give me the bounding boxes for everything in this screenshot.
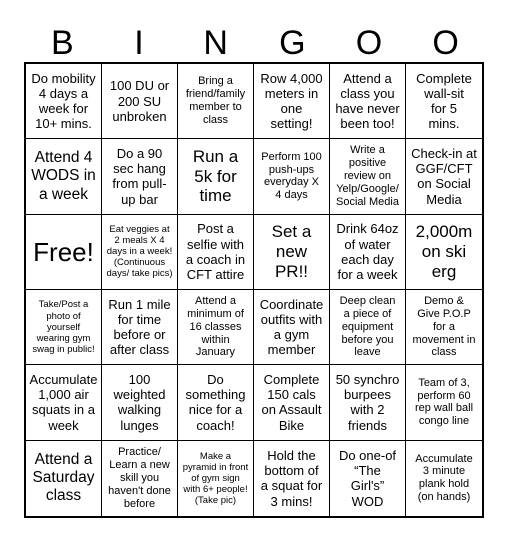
bingo-cell[interactable] bbox=[254, 139, 330, 214]
header-letter-n: N bbox=[203, 24, 228, 62]
header-letter-o-2: O bbox=[432, 24, 459, 62]
bingo-cell[interactable] bbox=[26, 365, 102, 440]
bingo-cell[interactable] bbox=[102, 64, 178, 139]
bingo-cell[interactable] bbox=[178, 64, 254, 139]
bingo-cell[interactable] bbox=[26, 64, 102, 139]
cell-text: Accumulate 3 minute plank hold (on hands) bbox=[415, 452, 473, 504]
bingo-cell[interactable] bbox=[330, 64, 406, 139]
bingo-cell[interactable] bbox=[254, 64, 330, 139]
bingo-cell[interactable] bbox=[178, 215, 254, 290]
cell-text: Perform 100 push-ups everyday X 4 days bbox=[261, 150, 322, 202]
header-letter-o: O bbox=[355, 24, 383, 62]
bingo-cell[interactable] bbox=[406, 290, 482, 365]
cell-text: Run a 5k for time bbox=[192, 146, 239, 206]
cell-text: Bring a friend/family member to class bbox=[185, 75, 246, 127]
bingo-cell[interactable] bbox=[330, 290, 406, 365]
cell-text: Attend 4 WODS in a week bbox=[31, 149, 96, 203]
cell-text: Coordinate outfits with a gym member bbox=[259, 296, 324, 358]
cell-text: Attend a minimum of 16 classes within January bbox=[187, 295, 244, 359]
bingo-cell[interactable] bbox=[406, 215, 482, 290]
cell-text: 100 weighted walking lunges bbox=[113, 372, 166, 433]
cell-text: Do one-of “The Girl's” WOD bbox=[338, 447, 397, 509]
bingo-header bbox=[24, 24, 484, 62]
cell-text: Drink 64oz of water each day for a week bbox=[336, 221, 399, 283]
bingo-cell[interactable] bbox=[406, 365, 482, 440]
cell-text: Eat veggies at 2 meals X 4 days in a week! (Continuous days/ take pics) bbox=[106, 224, 173, 280]
bingo-cell[interactable] bbox=[178, 441, 254, 516]
cell-text: Free! bbox=[33, 236, 94, 267]
cell-text: Set a new PR!! bbox=[271, 222, 312, 281]
cell-text: Deep clean a piece of equipment before you leave bbox=[339, 295, 396, 359]
bingo-cell[interactable] bbox=[254, 441, 330, 516]
cell-text: Do something nice for a coach! bbox=[185, 372, 246, 433]
bingo-cell[interactable] bbox=[178, 365, 254, 440]
bingo-cell[interactable] bbox=[102, 139, 178, 214]
cell-text: Row 4,000 meters in one setting! bbox=[260, 70, 323, 132]
bingo-cell[interactable] bbox=[102, 215, 178, 290]
cell-text: Complete wall-sit for 5 mins. bbox=[416, 70, 472, 132]
bingo-cell[interactable] bbox=[330, 365, 406, 440]
bingo-cell[interactable] bbox=[178, 290, 254, 365]
cell-text: Do a 90 sec hang from pull- up bar bbox=[112, 146, 167, 207]
cell-text: Attend a Saturday class bbox=[32, 451, 95, 505]
bingo-cell-free[interactable] bbox=[26, 215, 102, 290]
cell-text: Complete 150 cals on Assault Bike bbox=[261, 372, 322, 433]
bingo-cell[interactable] bbox=[26, 441, 102, 516]
cell-text: Hold the bottom of a squat for 3 mins! bbox=[260, 447, 323, 509]
bingo-cell[interactable] bbox=[330, 139, 406, 214]
bingo-cell[interactable] bbox=[330, 215, 406, 290]
cell-text: Check-in at GGF/CFT on Social Media bbox=[411, 146, 477, 207]
cell-text: Demo & Give P.O.P for a movement in class bbox=[412, 295, 476, 359]
cell-text: Make a pyramid in front of gym sign with 6+ people! (Take pic) bbox=[182, 450, 249, 506]
header-letter-g: G bbox=[279, 24, 306, 62]
bingo-cell[interactable] bbox=[26, 139, 102, 214]
bingo-cell[interactable] bbox=[406, 139, 482, 214]
header-letter-b: B bbox=[50, 24, 74, 62]
bingo-cell[interactable] bbox=[254, 290, 330, 365]
bingo-cell[interactable] bbox=[406, 64, 482, 139]
cell-text: Practice/ Learn a new skill you haven't done before bbox=[108, 446, 171, 510]
bingo-board bbox=[24, 62, 484, 518]
bingo-cell[interactable] bbox=[102, 365, 178, 440]
bingo-cell[interactable] bbox=[178, 139, 254, 214]
cell-text: Take/Post a photo of yourself wearing gym swag in public! bbox=[32, 299, 95, 355]
bingo-cell[interactable] bbox=[254, 365, 330, 440]
cell-text: Accumulate 1,000 air squats in a week bbox=[29, 372, 98, 433]
cell-text: Write a positive review on Yelp/Google/ Social Media bbox=[336, 144, 399, 208]
cell-text: Run 1 mile for time before or after class bbox=[108, 296, 171, 358]
cell-text: Team of 3, perform 60 rep wall ball congo line bbox=[414, 376, 474, 428]
bingo-cell[interactable] bbox=[26, 290, 102, 365]
bingo-cell[interactable] bbox=[330, 441, 406, 516]
cell-text: 100 DU or 200 SU unbroken bbox=[109, 78, 170, 124]
cell-text: Do mobility 4 days a week for 10+ mins. bbox=[31, 70, 96, 132]
bingo-cell[interactable] bbox=[102, 290, 178, 365]
bingo-cell[interactable] bbox=[102, 441, 178, 516]
header-letter-i: I bbox=[134, 24, 144, 62]
cell-text: Post a selfie with a coach in CFT attire bbox=[185, 221, 246, 283]
bingo-cell[interactable] bbox=[254, 215, 330, 290]
cell-text: 50 synchro burpees with 2 friends bbox=[335, 372, 400, 433]
bingo-cell[interactable] bbox=[406, 441, 482, 516]
cell-text: Attend a class you have never been too! bbox=[335, 70, 400, 132]
cell-text: 2,000m on ski erg bbox=[415, 222, 473, 281]
